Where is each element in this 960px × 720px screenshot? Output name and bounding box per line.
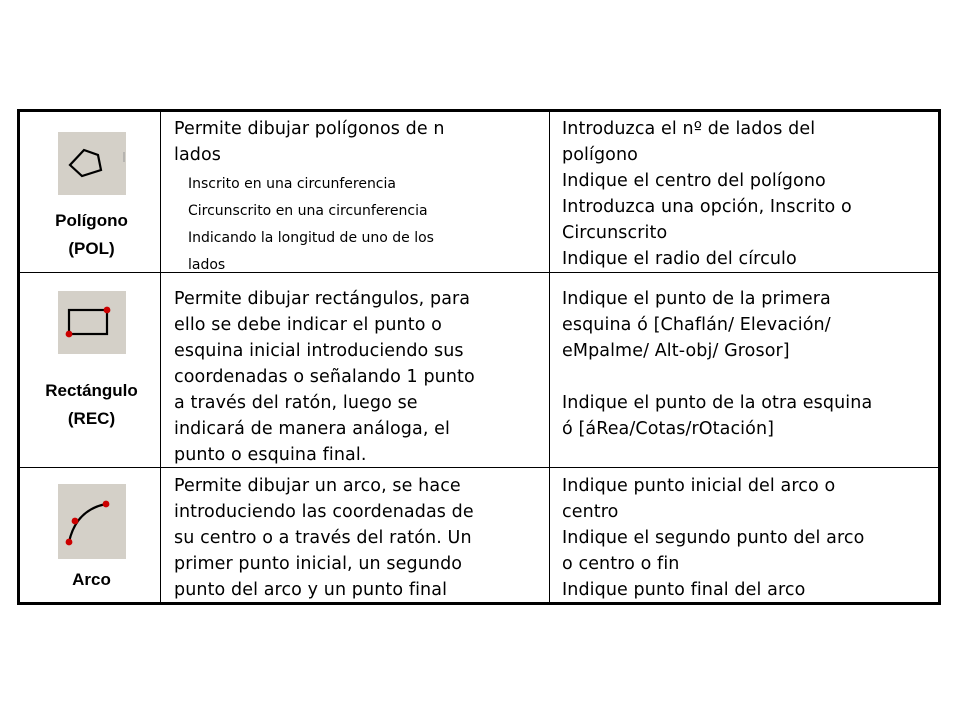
prompt-line: Introduzca una opción, Inscrito o bbox=[562, 197, 852, 217]
description-line: primer punto inicial, un segundo bbox=[174, 554, 463, 574]
prompt-line: eMpalme/ Alt-obj/ Grosor] bbox=[562, 341, 790, 361]
description-line: a través del ratón, luego se bbox=[174, 393, 418, 413]
prompt-line: Introduzca el nº de lados del bbox=[562, 119, 816, 139]
description-line: Permite dibujar rectángulos, para bbox=[174, 289, 471, 309]
row-arc-name-cell bbox=[20, 468, 160, 602]
description-line: punto o esquina final. bbox=[174, 445, 367, 465]
rectangle-icon bbox=[58, 291, 126, 354]
description-line: lados bbox=[174, 145, 222, 165]
prompt-line: Indique el centro del polígono bbox=[562, 171, 826, 191]
prompt-line: Indique el radio del círculo bbox=[562, 249, 797, 269]
row-rectangle-name-cell bbox=[20, 273, 160, 467]
prompt-line: Indique el segundo punto del arco bbox=[562, 528, 865, 548]
description-line: indicará de manera análoga, el bbox=[174, 419, 450, 439]
row-rectangle-prompts-cell bbox=[550, 273, 938, 467]
option-line: Circunscrito en una circunferencia bbox=[188, 203, 428, 219]
prompt-line: Indique el punto de la primera bbox=[562, 289, 831, 309]
prompt-line: Indique punto inicial del arco o bbox=[562, 476, 836, 496]
command-name: Polígono bbox=[55, 211, 128, 230]
row-polygon-description-cell bbox=[161, 112, 549, 272]
option-line: Inscrito en una circunferencia bbox=[188, 176, 396, 192]
prompt-line: polígono bbox=[562, 145, 638, 165]
row-arc-prompts-cell bbox=[550, 468, 938, 602]
description-line: punto del arco y un punto final bbox=[174, 580, 448, 600]
row-polygon-prompts-cell bbox=[550, 112, 938, 272]
option-line: lados bbox=[188, 257, 226, 273]
description-line: esquina inicial introduciendo sus bbox=[174, 341, 464, 361]
description-line: Permite dibujar un arco, se hace bbox=[174, 476, 461, 496]
prompt-line: Indique punto final del arco bbox=[562, 580, 806, 600]
command-name: Rectángulo bbox=[45, 381, 138, 400]
description-line: introduciendo las coordenadas de bbox=[174, 502, 474, 522]
row-polygon-name-cell bbox=[20, 112, 160, 272]
description-line: Permite dibujar polígonos de n bbox=[174, 119, 445, 139]
option-line: Indicando la longitud de uno de los bbox=[188, 230, 434, 246]
commands-table bbox=[17, 109, 941, 605]
prompt-line: o centro o fin bbox=[562, 554, 680, 574]
prompt-line: esquina ó [Chaflán/ Elevación/ bbox=[562, 315, 831, 335]
command-name: Arco bbox=[72, 570, 111, 589]
prompt-line: ó [áRea/Cotas/rOtación] bbox=[562, 419, 775, 439]
prompt-line: centro bbox=[562, 502, 619, 522]
arc-icon bbox=[58, 484, 126, 559]
row-arc-description-cell bbox=[161, 468, 549, 602]
prompt-line: Circunscrito bbox=[562, 223, 668, 243]
command-abbreviation: (POL) bbox=[68, 239, 115, 258]
description-line: ello se debe indicar el punto o bbox=[174, 315, 442, 335]
row-rectangle-description-cell bbox=[161, 273, 549, 467]
prompt-line: Indique el punto de la otra esquina bbox=[562, 393, 873, 413]
description-line: su centro o a través del ratón. Un bbox=[174, 528, 472, 548]
description-line: coordenadas o señalando 1 punto bbox=[174, 367, 475, 387]
command-abbreviation: (REC) bbox=[67, 409, 116, 428]
polygon-icon bbox=[58, 132, 126, 195]
